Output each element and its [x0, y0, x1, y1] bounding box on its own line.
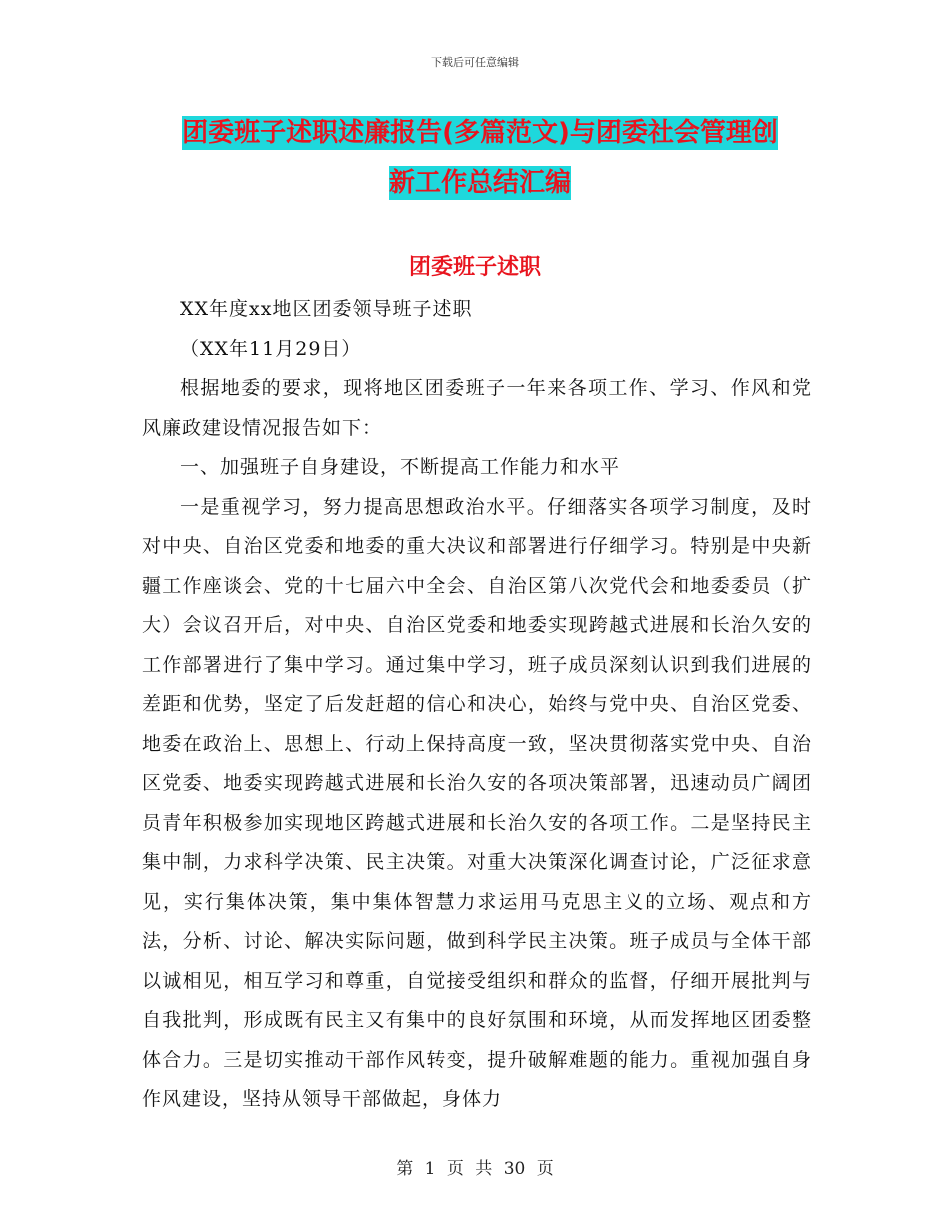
body-paragraph-report-heading: XX年度xx地区团委领导班子述职 — [180, 298, 473, 320]
body-paragraph-intro: 根据地委的要求，现将地区团委班子一年来各项工作、学习、作风和党风廉政建设情况报告如下： — [142, 377, 812, 439]
section-title: 团委班子述职 — [408, 255, 541, 280]
page-footer: 第 1 页 共 30 页 — [396, 1159, 554, 1179]
document-body — [142, 290, 812, 1120]
body-paragraph-subheading: 一、加强班子自身建设，不断提高工作能力和水平 — [180, 456, 621, 478]
document-title-line-1: 团委班子述职述廉报告(多篇范文)与团委社会管理创 — [182, 118, 778, 148]
page-header-note: 下载后可任意编辑 — [431, 56, 519, 69]
body-paragraph-date: （XX年11月29日） — [180, 337, 362, 360]
document-title-line-2: 新工作总结汇编 — [388, 168, 571, 198]
document-title — [140, 108, 820, 208]
body-paragraph-main: 一是重视学习，努力提高思想政治水平。仔细落实各项学习制度，及时对中央、自治区党委和地委的重大决议和部署进行仔细学习。特别是中央新疆工作座谈会、党的十七届六中全会、自治区第八次党代会和地委委员（扩大）会议召开后，对中央、自治区党委和地委实现跨越式进展和长治久安的工作部署进行了集中学习。通过集中学习，班子成员深刻认识到我们进展的差距和优势，坚定了后发赶超的信心和决心，始终与党中央、自治区党委、地委在政治上、思想上、行动上保持高度一致，坚决贯彻落实党中央、自治区党委、地委实现跨越式进展和长治久安的各项决策部署，迅速动员广阔团员青年积极参加实现地区跨越式进展和长治久安的各项工作。二是坚持民主集中制，力求科学决策、民主决策。对重大决策深化调查讨论，广泛征求意见，实行集体决策，集中集体智慧力求运用马克思主义的立场、观点和方法，分析、讨论、解决实际问题，做到科学民主决策。班子成员与全体干部以诚相见，相互学习和尊重，自觉接受组织和群众的监督，仔细开展批判与自我批判，形成既有民主又有集中的良好氛围和环境，从而发挥地区团委整体合力。三是切实推动干部作风转变，提升破解难题的能力。重视加强自身作风建设，坚持从领导干部做起，身体力 — [142, 495, 812, 1110]
